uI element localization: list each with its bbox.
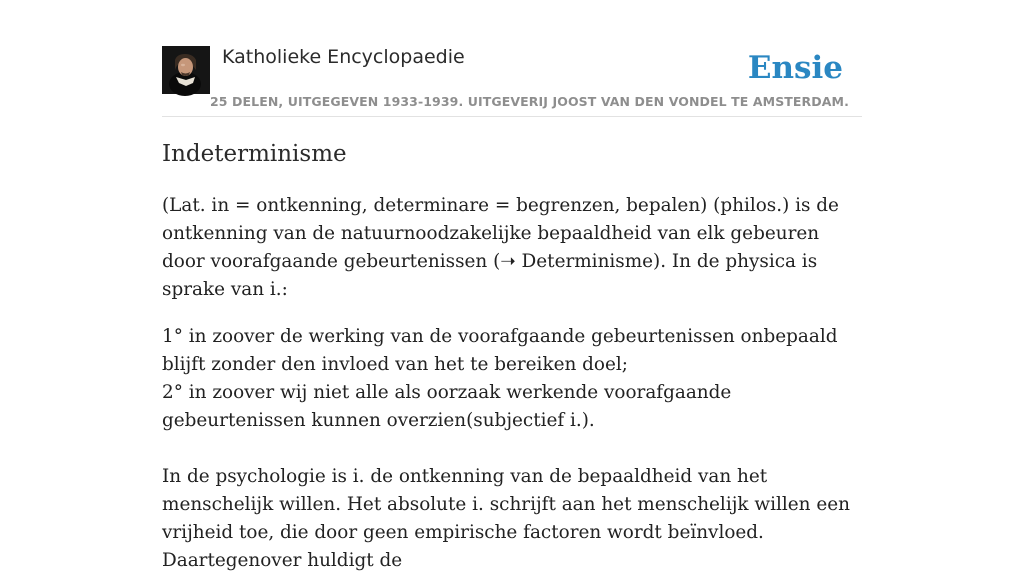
list-item: 2° in zoover wij niet alle als oorzaak werkende voorafgaande gebeurtenissen kunnen overzien(subjectief i.).: [162, 382, 732, 431]
intro-text-before-link: (Lat. in = ontkenning, determinare = begrenzen, bepalen) (philos.) is de ontkenning van de natuurnoodzakelijke bepaaldheid van elk gebeuren door voorafgaande gebeurtenissen (: [162, 195, 839, 272]
intro-paragraph: [162, 192, 862, 304]
numbered-list: [162, 323, 862, 435]
psychology-paragraph: In de psychologie is i. de ontkenning van de bepaaldheid van het menschelijk willen. Het absolute i. schrijft aan het menschelijk willen een vrijheid toe, die door geen empirische factoren wordt beïnvloed. Daartegenover huldigt de: [162, 466, 850, 571]
article: [162, 138, 862, 575]
portrait-icon[interactable]: [162, 46, 210, 94]
cross-reference-arrow-icon[interactable]: ➝: [500, 251, 516, 272]
site-header: [162, 0, 862, 117]
site-name[interactable]: Katholieke Encyclopaedie: [222, 46, 465, 68]
page: [162, 0, 862, 571]
brand-logo-link[interactable]: Ensie: [747, 50, 843, 86]
entry-title: Indeterminisme: [162, 141, 347, 167]
site-subtitle: 25 DELEN, UITGEGEVEN 1933-1939. UITGEVERIJ JOOST VAN DEN VONDEL TE AMSTERDAM.: [210, 94, 849, 109]
list-item: 1° in zoover de werking van de voorafgaande gebeurtenissen onbepaald blijft zonder den invloed van het te bereiken doel;: [162, 326, 838, 375]
intro-text-after-link: Determinisme). In de physica is sprake van i.:: [162, 251, 818, 300]
